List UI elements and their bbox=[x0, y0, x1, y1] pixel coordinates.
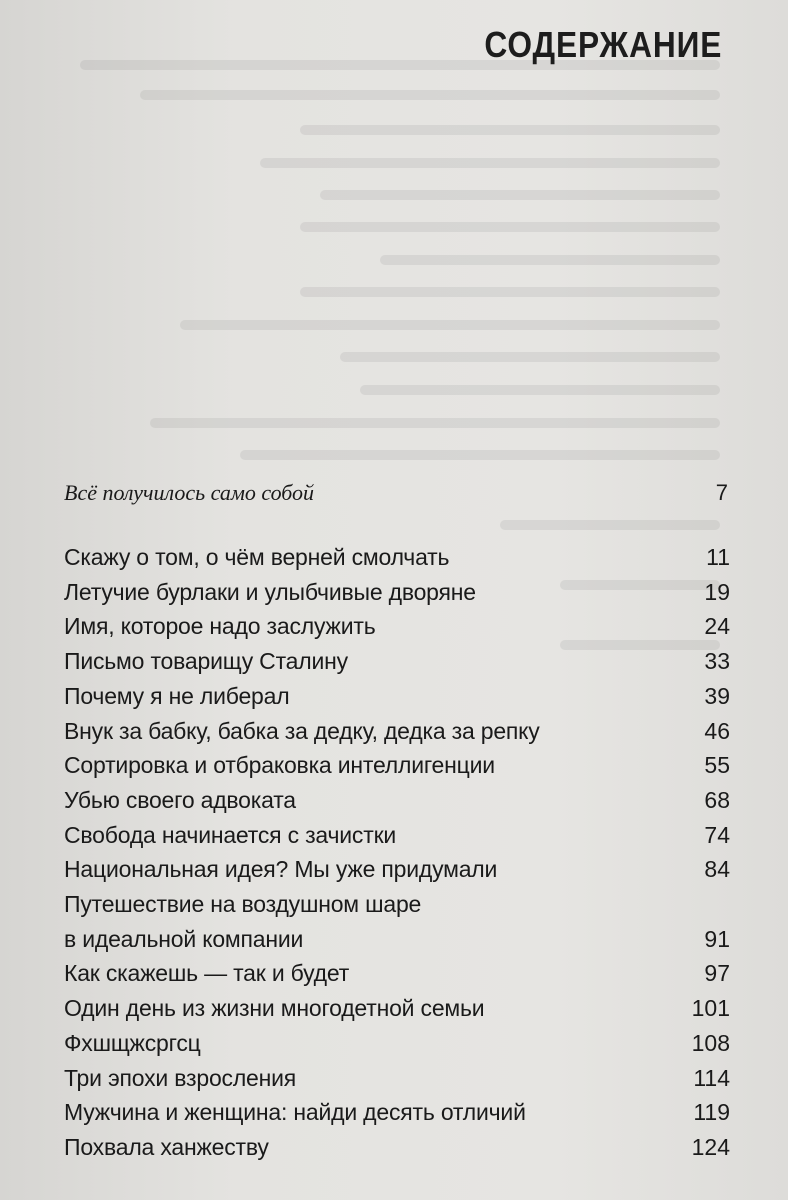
toc-entry[interactable] bbox=[64, 956, 730, 991]
toc-entry-title: Национальная идея? Мы уже придумали bbox=[64, 856, 498, 883]
toc-entry[interactable] bbox=[64, 679, 730, 714]
toc-entry-title: Скажу о том, о чём верней смолчать bbox=[64, 544, 450, 570]
toc-entry-title: Три эпохи взросления bbox=[64, 1064, 297, 1091]
toc-entry-title: Свобода начинается с зачистки bbox=[64, 821, 397, 848]
toc-entry[interactable] bbox=[64, 575, 730, 610]
toc-entry[interactable] bbox=[64, 887, 730, 956]
toc-entry[interactable] bbox=[64, 852, 730, 887]
toc-entry[interactable] bbox=[64, 714, 730, 749]
toc-entry[interactable] bbox=[64, 818, 730, 853]
toc-entry-title: Письмо товарищу Сталину bbox=[64, 648, 348, 675]
toc-entry-title: Фхшщжсргсц bbox=[64, 1029, 201, 1056]
table-of-contents bbox=[64, 540, 730, 1165]
toc-entry-page: 91 bbox=[704, 925, 730, 952]
toc-foreword-page: 7 bbox=[715, 480, 728, 505]
toc-entry-page: 33 bbox=[704, 648, 730, 675]
toc-entry-page: 114 bbox=[693, 1064, 730, 1091]
toc-entry-title: Почему я не либерал bbox=[64, 682, 290, 709]
toc-entry-page: 11 bbox=[706, 544, 730, 570]
toc-entry-title: Внук за бабку, бабка за дедку, дедка за репку bbox=[64, 717, 540, 744]
toc-entry-title: Летучие бурлаки и улыбчивые дворяне bbox=[64, 578, 476, 605]
toc-entry-title: Имя, которое надо заслужить bbox=[64, 613, 376, 640]
toc-entry[interactable] bbox=[64, 748, 730, 783]
toc-entry[interactable] bbox=[64, 644, 730, 679]
toc-entry[interactable] bbox=[64, 783, 730, 818]
toc-entry[interactable] bbox=[64, 609, 730, 644]
toc-entry[interactable] bbox=[64, 1026, 730, 1061]
toc-entry-page: 119 bbox=[693, 1099, 730, 1126]
toc-entry-title: Похвала ханжеству bbox=[64, 1133, 269, 1160]
page-title: СОДЕРЖАНИЕ bbox=[484, 24, 722, 65]
toc-entry-title: Сортировка и отбраковка интеллигенции bbox=[64, 752, 495, 779]
toc-entry-page: 108 bbox=[691, 1029, 730, 1056]
toc-entry-title: Мужчина и женщина: найди десять отличий bbox=[64, 1099, 526, 1126]
toc-entry[interactable] bbox=[64, 1095, 730, 1130]
toc-entry[interactable] bbox=[64, 991, 730, 1026]
toc-entry[interactable] bbox=[64, 1061, 730, 1096]
toc-entry-title: Убью своего адвоката bbox=[64, 786, 296, 813]
toc-entry-page: 55 bbox=[704, 752, 730, 779]
toc-entry-title bbox=[64, 887, 421, 956]
toc-entry-title-line-2: в идеальной компании bbox=[64, 925, 304, 952]
toc-entry-page: 84 bbox=[704, 856, 730, 883]
toc-entry-page: 24 bbox=[704, 613, 730, 640]
toc-entry-page: 68 bbox=[704, 786, 730, 813]
toc-entry-page: 46 bbox=[704, 717, 730, 744]
toc-foreword[interactable] bbox=[64, 480, 728, 506]
toc-foreword-title: Всё получилось само собой bbox=[64, 480, 315, 505]
toc-entry-page: 101 bbox=[691, 995, 730, 1022]
toc-entry[interactable] bbox=[64, 1130, 730, 1165]
toc-entry-page: 39 bbox=[704, 682, 730, 709]
toc-entry-page: 124 bbox=[691, 1133, 730, 1160]
toc-entry-page: 97 bbox=[704, 960, 730, 987]
toc-entry-page: 74 bbox=[704, 821, 730, 848]
toc-entry-title: Один день из жизни многодетной семьи bbox=[64, 995, 485, 1022]
toc-entry-title: Как скажешь — так и будет bbox=[64, 960, 350, 987]
toc-entry-title-line-1: Путешествие на воздушном шаре bbox=[64, 891, 422, 918]
toc-entry-page: 19 bbox=[704, 578, 730, 605]
toc-entry[interactable] bbox=[64, 540, 730, 575]
